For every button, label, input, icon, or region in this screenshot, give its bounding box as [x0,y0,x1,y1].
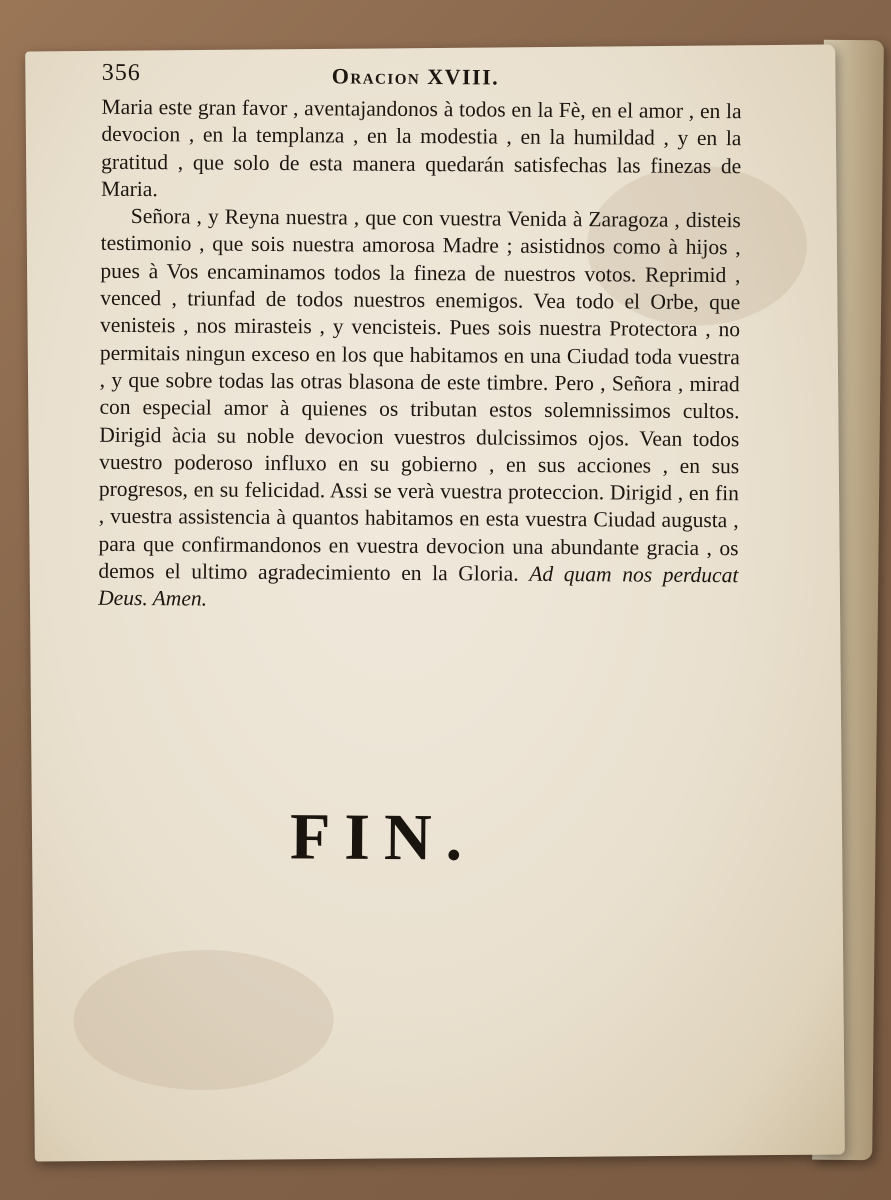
paper-stain [73,949,334,1091]
running-head [102,60,742,98]
page-number: 356 [101,59,141,87]
paragraph [98,203,741,617]
fin-mark: FIN. [289,800,477,875]
page-content [98,60,742,617]
paragraph: Maria este gran favor , aventajandonos à todos en la Fè, en el amor , en la devocion , en la templanza , en la modestia , en la humildad , y en la gratitud , que solo de esta manera quedarán satisfechas las finezas de Maria. [100,94,742,202]
paragraph-text: Señora , y Reyna nuestra , que con vuestra Venida à Zaragoza , disteis testimonio , que sois nuestra amorosa Madre ; asistidnos como à hijos , pues à Vos encaminamos todos la fineza de nuestros votos. Reprimid , venced , triunfad de todos nuestros enemigos. Vea todo el Orbe, que venisteis , nos mirasteis , y vencisteis. Pues sois nuestra Protectora , no permitais ningun exceso en los que habitamos en una Ciudad toda vuestra , y que sobre todas las otras blasona de este timbre. Pero , Señora , mirad con especial amor à quienes os tributan estos solemnissimos cultos. Dirigid àcia su noble devocion vuestros dulcissimos ojos. Vean todos vuestro poderoso influxo en su gobierno , en sus acciones , en sus progresos, en su felicidad. Assi se verà vuestra proteccion. Dirigid , en fin , vuestra assistencia à quantos habitamos en esta vuestra Ciudad augusta , para que confirmandonos en vuestra devocion una abundante gracia , os demos el ultimo agradecimiento en la Gloria. [98,204,741,586]
page-title: Oracion XVIII. [331,63,500,90]
body-text [98,94,742,617]
closing-latin: Ad quam nos perducat Deus. Amen. [98,561,739,611]
